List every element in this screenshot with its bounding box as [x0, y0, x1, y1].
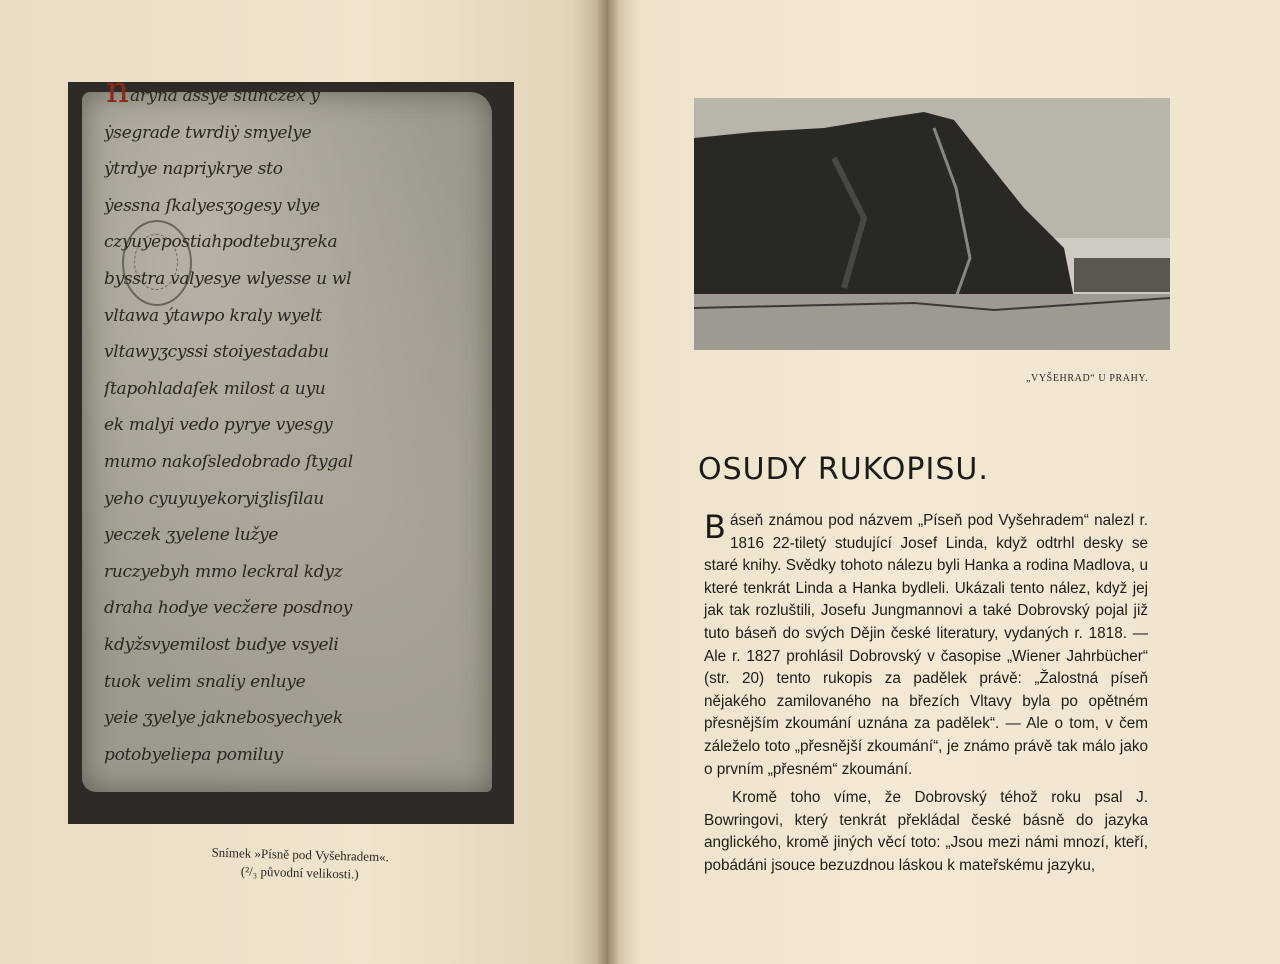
book-gutter [596, 0, 620, 964]
manuscript-line: potobyeliepa pomiluy [104, 744, 283, 765]
chapter-title: OSUDY RUKOPISU. [698, 452, 989, 487]
manuscript-red-initial: n [106, 70, 130, 111]
manuscript-line: tuok velim snaliy enluye [104, 671, 306, 692]
manuscript-line: ruczyebyh mmo leckral kdyz [104, 561, 343, 582]
paragraph-1-text: áseň známou pod názvem „Píseň pod Vyšehradem“ nalezl r. 1816 22-tiletý studující Josef Linda, když odtrhl desky se staré knihy. Svědky tohoto nálezu byli Hanka a rodina Madlova, u které tenkrát Linda a Hanka bydleli. Ukázali tento nález, když jej jak tak rozluštili, Josefu Jungmannovi a také Dobrovský pojal již tuto báseň do svých Dějin české literatury, vydaných r. 1818. — Ale r. 1827 prohlásil Dobrovský v časopise „Wiener Jahrbücher“ (str. 20) tento rukopis za padělek právě: „Žalostná píseň nějakého zamilovaného na březích Vltavy byla po opětném přesnějším zkoumání uznána za padělek“. — Ale o tom, v čem záleželo toto „přesnější zkoumání“, je známo právě tak málo jako o prvním „přesném“ zkoumání. [704, 512, 1148, 778]
manuscript-line: yeie ʒyelye jaknebosyechyek [104, 708, 343, 729]
manuscript-line: ek malyi vedo pyrye vyesgy [104, 415, 333, 436]
paragraph-2: Kromě toho víme, že Dobrovský téhož roku psal J. Bowringovi, který tenkrát překládal české básně do jazyka anglického, kromě jiných věcí toto: „Jsou mezi námi mnozí, kteří, pobádáni jsouce bezuzdnou láskou k mateřskému jazyku, [704, 789, 1148, 874]
manuscript-text [104, 78, 404, 773]
manuscript-line: aŕyna aššye slunczex ẏ [130, 86, 320, 106]
manuscript-line: ẏtrdye napriykrye sto [104, 159, 283, 180]
manuscript-line: yeho cyuyuyekoryiʒlisſilau [104, 488, 324, 509]
manuscript-caption-line2: (²/₃ původní velikosti.) [240, 863, 359, 882]
manuscript-line: ſtapohladaſek milost a uyu [104, 378, 326, 399]
manuscript-line: kdyžsvyemilost budye vsyeli [104, 634, 339, 655]
chapter-body [704, 510, 1148, 878]
manuscript-line: ẏessna ſkalyesʒogesy vlye [104, 195, 320, 216]
manuscript-line: czyuyepostiahpodtebuʒreka [104, 232, 338, 253]
manuscript-line: vltawyʒcyssi stoiyestadabu [104, 342, 329, 363]
drop-cap: B [704, 508, 726, 546]
manuscript-line: draha hodye vecžere posdnoy [104, 598, 352, 619]
manuscript-line: yeczek ʒyelene lužye [104, 525, 279, 546]
vysehrad-illustration [694, 98, 1170, 350]
manuscript-caption-line1: Snímek »Písně pod Vyšehradem«. [211, 844, 390, 865]
vysehrad-photo [694, 98, 1170, 350]
manuscript-caption [170, 843, 431, 886]
manuscript-line: bysstra valyesye wlyesse u wl [104, 268, 352, 289]
manuscript-line: ẏsegrade twrdiẏ smyelye [104, 122, 312, 143]
manuscript-line: mumo nakoſsledobrado ſtygal [104, 451, 353, 472]
photo-caption: „VYŠEHRAD“ U PRAHY. [1026, 373, 1149, 384]
manuscript-line: vltawa ýtawpo kraly wyelt [104, 305, 322, 326]
paragraph-1 [704, 510, 1148, 781]
